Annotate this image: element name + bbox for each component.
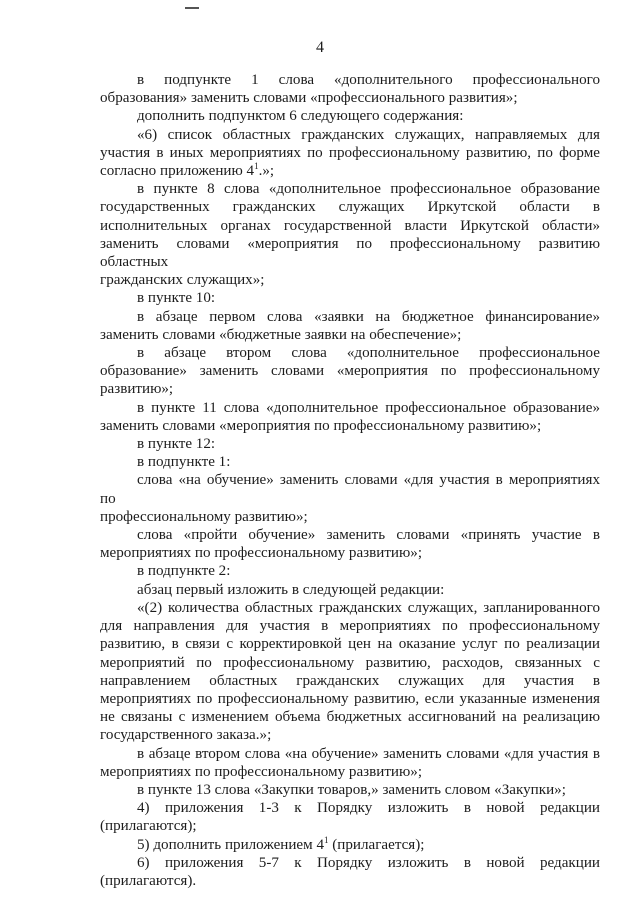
line-text: в пункте 13 слова «Закупки товаров,» заменить словом «Закупки»; bbox=[137, 781, 566, 798]
line-text: гражданских служащих»; bbox=[100, 272, 265, 289]
text-line bbox=[100, 71, 600, 89]
text-line bbox=[100, 599, 600, 617]
text-line bbox=[100, 417, 600, 435]
text-line bbox=[100, 526, 600, 544]
text-line bbox=[100, 872, 600, 890]
text-line bbox=[100, 726, 600, 744]
line-text: в абзаце первом слова «заявки на бюджетное финансирование» bbox=[137, 308, 600, 325]
text-line bbox=[100, 854, 600, 872]
line-text: образования» заменить словами «профессионального развития»; bbox=[100, 90, 518, 107]
text-line bbox=[100, 89, 600, 107]
text-line bbox=[100, 708, 600, 726]
text-line bbox=[100, 217, 600, 235]
text-line bbox=[100, 126, 600, 144]
page-number: 4 bbox=[316, 39, 324, 56]
paragraph bbox=[100, 71, 600, 107]
paragraph bbox=[100, 471, 600, 526]
text-line bbox=[100, 399, 600, 417]
document-body bbox=[100, 71, 600, 890]
line-text-tail: (прилагается); bbox=[328, 836, 425, 853]
paragraph bbox=[100, 399, 600, 435]
paragraph bbox=[100, 526, 600, 562]
paragraph bbox=[100, 435, 600, 453]
paragraph bbox=[100, 453, 600, 471]
paragraph bbox=[100, 781, 600, 799]
line-text: заменить словами «мероприятия по профессиональному развитию областных bbox=[100, 235, 600, 271]
text-line bbox=[100, 362, 600, 380]
text-line bbox=[100, 180, 600, 198]
paragraph bbox=[100, 745, 600, 781]
text-line bbox=[100, 380, 600, 398]
text-line bbox=[100, 817, 600, 835]
text-line bbox=[100, 235, 600, 271]
text-line bbox=[100, 435, 600, 453]
line-text: развитию, в связи с корректировкой цен на оказание услуг по реализации bbox=[100, 636, 600, 653]
line-text: слова «на обучение» заменить словами «для участия в мероприятиях по bbox=[100, 472, 600, 507]
paragraph bbox=[100, 344, 600, 399]
text-line bbox=[100, 672, 600, 690]
line-text: в подпункте 1: bbox=[137, 454, 231, 471]
line-text-tail: .»; bbox=[258, 163, 275, 180]
text-line bbox=[100, 654, 600, 672]
superscript: 1 bbox=[324, 834, 329, 845]
line-text: в пункте 12: bbox=[137, 436, 216, 453]
line-text: мероприятий по профессиональному развитию, расходов, связанных с bbox=[100, 654, 600, 671]
line-text: абзац первый изложить в следующей редакции: bbox=[137, 581, 445, 598]
text-line bbox=[100, 107, 600, 125]
line-text: в пункте 8 слова «дополнительное профессиональное образование bbox=[137, 181, 600, 198]
line-text: образование» заменить словами «мероприятия по профессиональному bbox=[100, 363, 600, 380]
line-text: государственных гражданских служащих Иркутской области в bbox=[100, 199, 600, 216]
line-text: мероприятиях по профессиональному развитию»; bbox=[100, 763, 423, 780]
text-line bbox=[100, 617, 600, 635]
text-line bbox=[100, 781, 600, 799]
text-line bbox=[100, 308, 600, 326]
text-line bbox=[100, 144, 600, 162]
text-line bbox=[100, 562, 600, 580]
paragraph bbox=[100, 289, 600, 307]
line-text: развитию»; bbox=[100, 381, 174, 398]
text-line bbox=[100, 799, 600, 817]
line-text: в подпункте 2: bbox=[137, 563, 231, 580]
line-text: 5) дополнить приложением 4 bbox=[137, 836, 324, 853]
line-text: в пункте 11 слова «дополнительное профессиональное образование» bbox=[137, 399, 600, 416]
text-line bbox=[100, 544, 600, 562]
paragraph bbox=[100, 799, 600, 835]
text-line bbox=[100, 763, 600, 781]
text-line bbox=[100, 162, 600, 180]
line-text: мероприятиях по профессиональному развитию, если указанные изменения bbox=[100, 690, 600, 707]
line-text: слова «пройти обучение» заменить словами «принять участие в bbox=[137, 527, 600, 544]
text-line bbox=[100, 271, 600, 289]
line-text: для направления для участия в мероприятиях по профессиональному bbox=[100, 618, 600, 635]
paragraph bbox=[100, 836, 600, 854]
line-text: в абзаце втором слова «дополнительное профессиональное bbox=[137, 345, 600, 362]
line-text: в подпункте 1 слова «дополнительного профессионального bbox=[137, 72, 600, 88]
line-text: заменить словами «бюджетные заявки на обеспечение»; bbox=[100, 326, 462, 343]
text-line bbox=[100, 745, 600, 763]
line-text: 4) приложения 1-3 к Порядку изложить в новой редакции bbox=[137, 800, 600, 817]
line-text: участия в иных мероприятиях по профессиональному развитию, по форме bbox=[100, 144, 600, 161]
line-text: в пункте 10: bbox=[137, 290, 216, 307]
text-line bbox=[100, 508, 600, 526]
line-text: исполнительных органах государственной власти Иркутской области» bbox=[100, 217, 600, 234]
line-text: дополнить подпунктом 6 следующего содержания: bbox=[137, 108, 464, 125]
line-text: согласно приложению 4 bbox=[100, 163, 255, 180]
line-text: (прилагаются); bbox=[100, 818, 197, 835]
line-text: профессиональному развитию»; bbox=[100, 508, 308, 525]
text-line bbox=[100, 581, 600, 599]
line-text: в абзаце втором слова «на обучение» заменить словами «для участия в bbox=[137, 745, 600, 762]
line-text: направлением областных гражданских служащих для участия в bbox=[100, 672, 600, 689]
paragraph bbox=[100, 854, 600, 890]
paragraph bbox=[100, 581, 600, 599]
line-text: 6) приложения 5-7 к Порядку изложить в новой редакции bbox=[137, 854, 600, 871]
text-line bbox=[100, 289, 600, 307]
text-line bbox=[100, 198, 600, 216]
paragraph bbox=[100, 308, 600, 344]
text-line bbox=[100, 326, 600, 344]
text-line bbox=[100, 453, 600, 471]
text-line bbox=[100, 836, 600, 854]
superscript: 1 bbox=[254, 161, 259, 172]
scan-speck bbox=[185, 7, 199, 9]
text-line bbox=[100, 690, 600, 708]
text-line bbox=[100, 344, 600, 362]
text-line bbox=[100, 471, 600, 507]
paragraph bbox=[100, 126, 600, 181]
line-text: не связаны с изменением объема бюджетных ассигнований на реализацию bbox=[100, 709, 600, 726]
paragraph bbox=[100, 599, 600, 745]
paragraph bbox=[100, 180, 600, 289]
line-text: «6) список областных гражданских служащих, направляемых для bbox=[137, 126, 600, 143]
paragraph bbox=[100, 562, 600, 580]
text-line bbox=[100, 635, 600, 653]
paragraph bbox=[100, 107, 600, 125]
line-text: «(2) количества областных гражданских служащих, запланированного bbox=[137, 599, 600, 616]
line-text: государственного заказа.»; bbox=[100, 727, 272, 744]
line-text: (прилагаются). bbox=[100, 872, 197, 889]
line-text: заменить словами «мероприятия по профессиональному развитию»; bbox=[100, 417, 542, 434]
line-text: мероприятиях по профессиональному развитию»; bbox=[100, 545, 423, 562]
